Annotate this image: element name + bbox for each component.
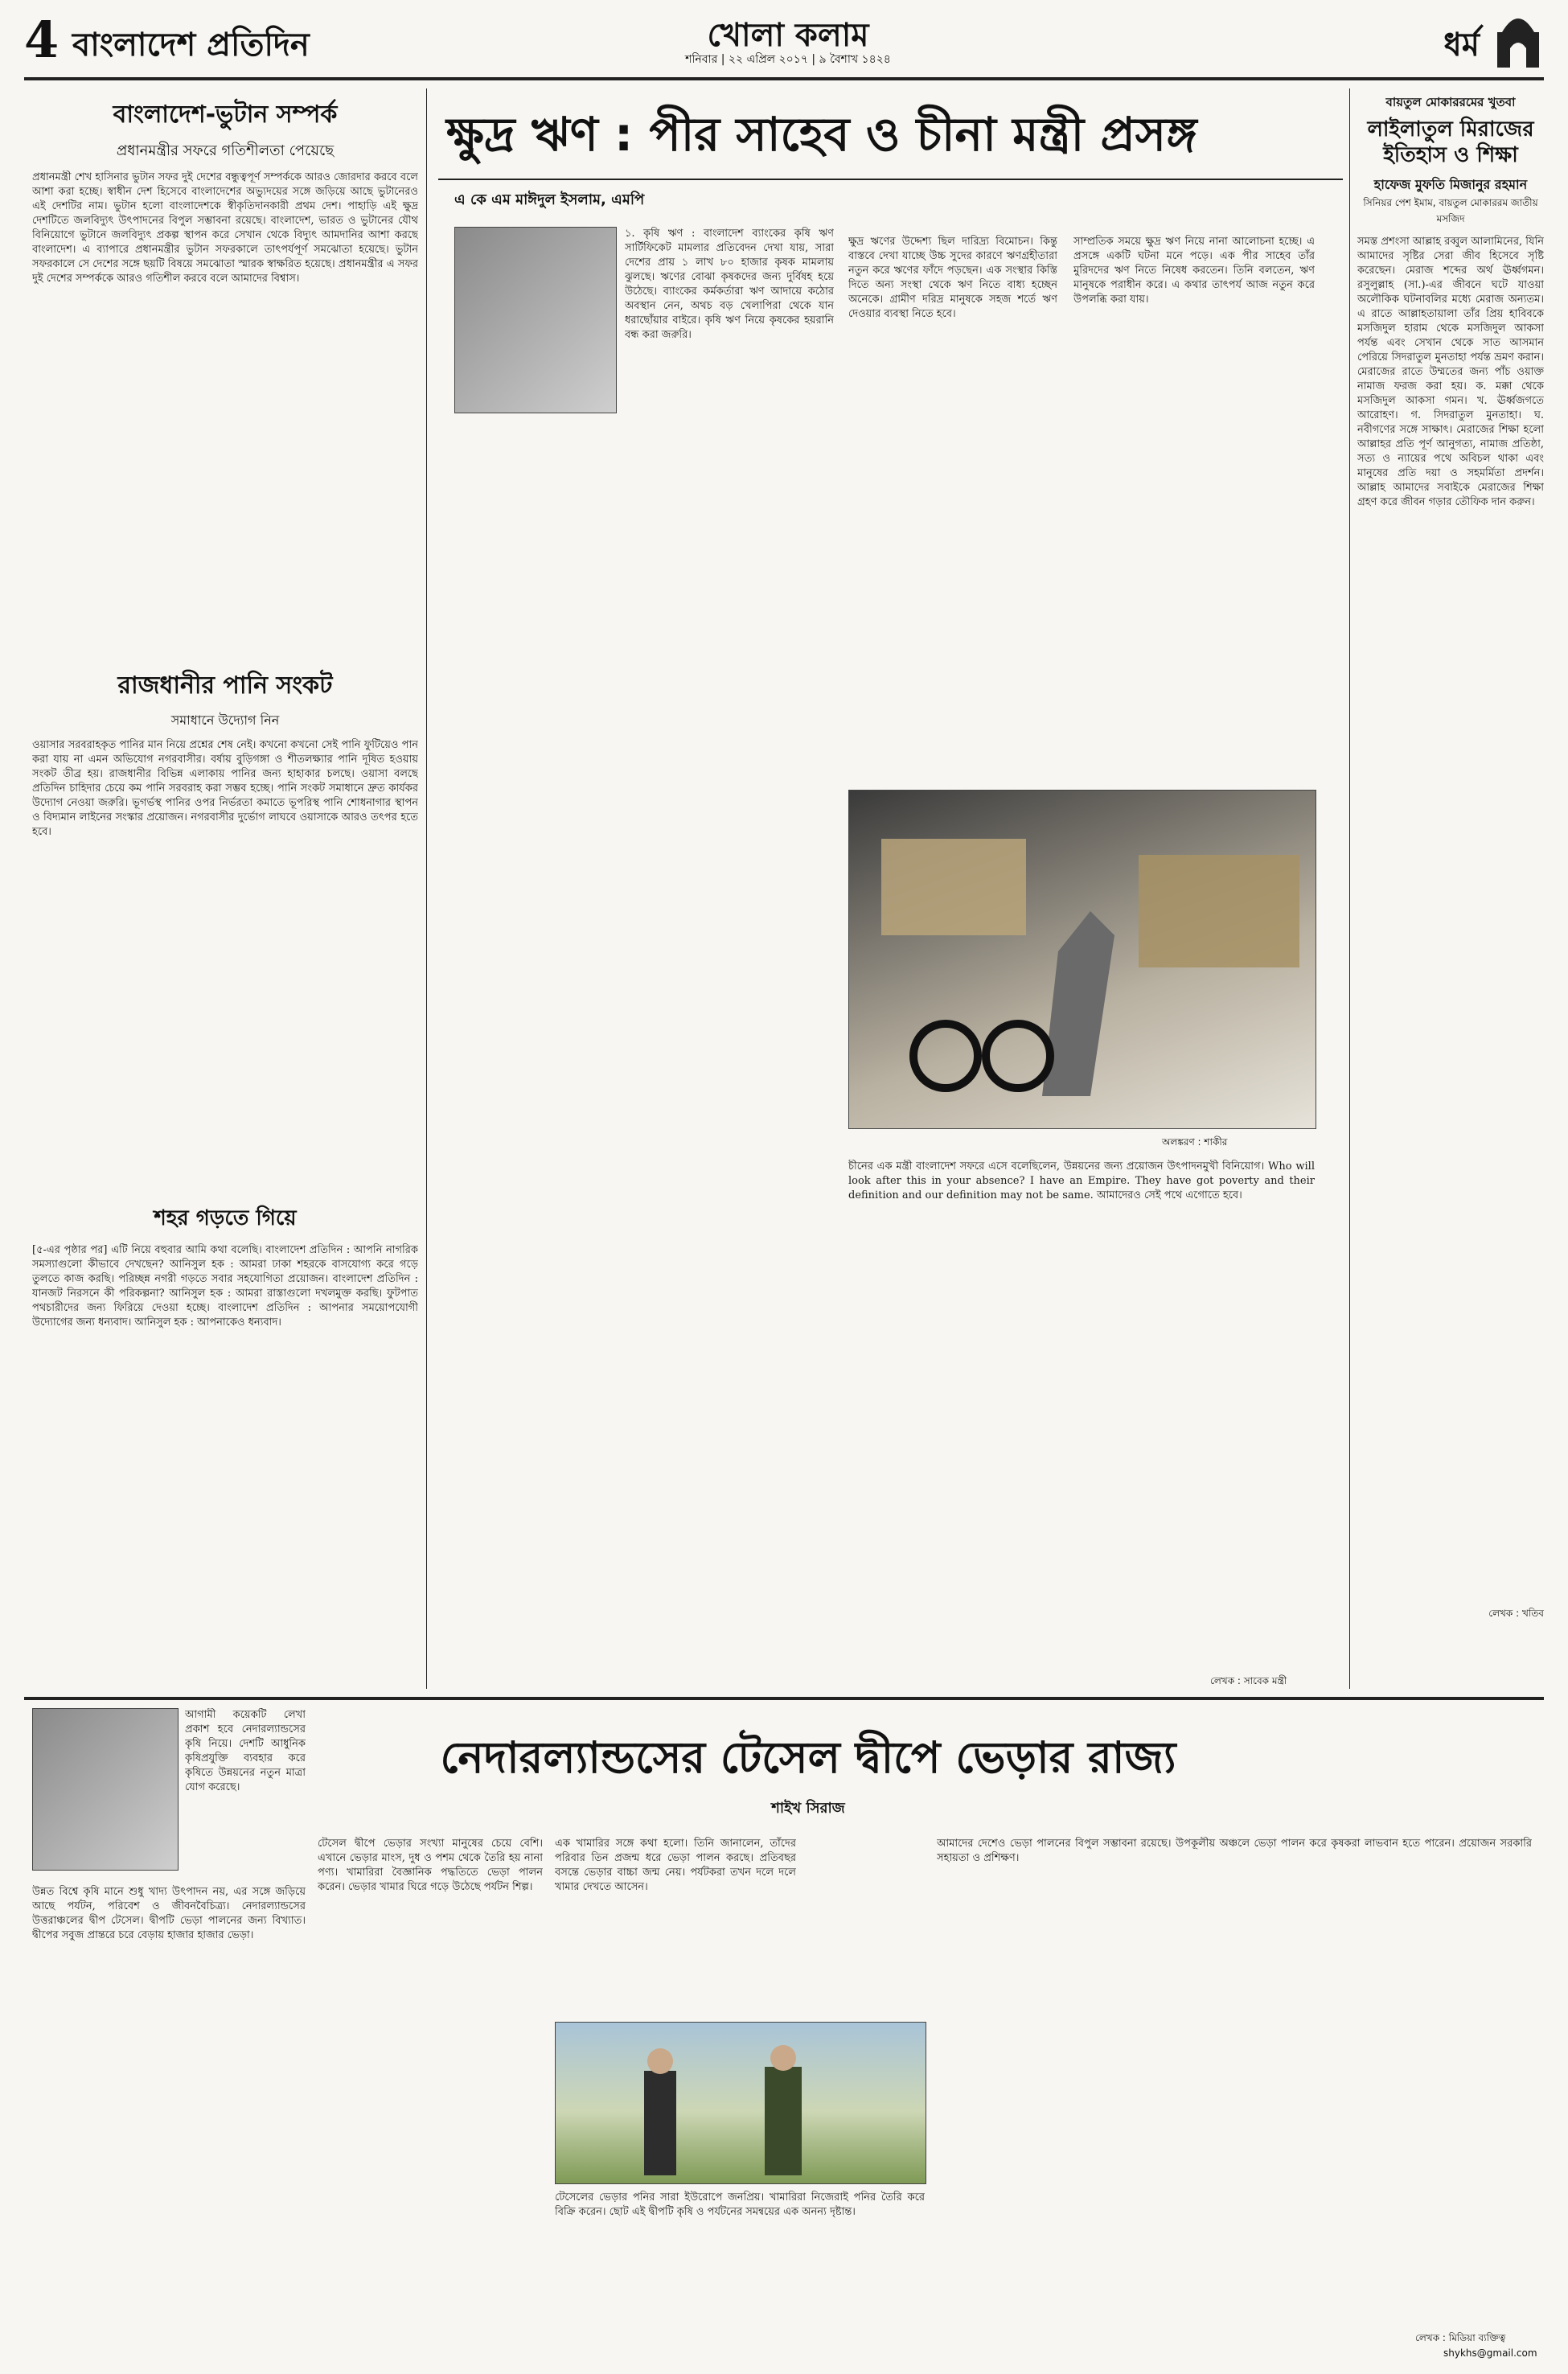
bottom-article (32, 1708, 1544, 2368)
column-divider (1349, 88, 1350, 1689)
article-subtitle: প্রধানমন্ত্রীর সফরে গতিশীলতা পেয়েছে (116, 142, 335, 159)
section-rule (24, 1697, 1544, 1700)
article-body: [৫-এর পৃষ্ঠার পর] এটি নিয়ে বহুবার আমি কথা বলেছি। বাংলাদেশ প্রতিদিন : আপনি নাগরিক সমস্যাগুলো কীভাবে দেখছেন? আনিসুল হক : আমরা ঢাকা শহরকে বাসযোগ্য করে গড়ে তুলতে কাজ করছি। পরিচ্ছন্ন নগরী গড়তে সবার সহযোগিতা প্রয়োজন। বাংলাদেশ প্রতিদিন : যানজট নিরসনে কী পরিকল্পনা? আনিসুল হক : আমরা রাস্তাগুলো দখলমুক্ত করছি। ফুটপাত পথচারীদের জন্য ফিরিয়ে দেওয়া হচ্ছে। বাংলাদেশ প্রতিদিন : আপনার সময়োপযোগী উদ্যোগের জন্য ধন্যবাদ। আনিসুল হক : আপনাকেও ধন্যবাদ। (32, 1244, 418, 1329)
header (24, 8, 1544, 72)
article-body: ওয়াসার সরবরাহকৃত পানির মান নিয়ে প্রশ্নের শেষ নেই। কখনো কখনো সেই পানি ফুটিয়েও পান করা যায় না এমন অভিযোগ নগরবাসীর। বর্ষায় বুড়িগঙ্গা ও শীতলক্ষ্যার পানি দূষিত হওয়ায় সংকট তীব্র হয়। রাজধানীর বিভিন্ন এলাকায় পানির জন্য হাহাকার চলছে। ওয়াসা বলছে প্রতিদিন চাহিদার চেয়ে কম পানি সরবরাহ করা সম্ভব হচ্ছে। পানি সংকট সমাধানে দ্রুত কার্যকর উদ্যোগ নেওয়া জরুরি। ভূগর্ভস্থ পানির ওপর নির্ভরতা কমাতে ভূপরিস্থ পানি শোধনাগার স্থাপন ও বিদ্যমান লাইনের সংস্কার প্রয়োজন। নগরবাসীর দুর্ভোগ লাঘবে ওয়াসাকে আরও তৎপর হতে হবে। (32, 739, 418, 838)
author-note: লেখক : খতিব (1488, 1608, 1544, 1619)
author-note: লেখক : মিডিয়া ব্যক্তিত্ব (1415, 2332, 1506, 2343)
illustration (848, 790, 1316, 1129)
main-body-col3: সাম্প্রতিক সময়ে ক্ষুদ্র ঋণ নিয়ে নানা আলোচনা হচ্ছে। এ প্রসঙ্গে একটি ঘটনা মনে পড়ে। এক পীর সাহেব তাঁর মুরিদদের ঋণ নিতে নিষেধ করতেন। তিনি বলতেন, ঋণ মানুষকে পরাধীন করে। এ কথার তাৎপর্য আজ নতুন করে উপলব্ধি করা যায়। (1073, 236, 1315, 306)
author-note: লেখক : সাবেক মন্ত্রী (1210, 1675, 1287, 1686)
article-title: রাজধানীর পানি সংকট (117, 672, 333, 700)
bottom-body-col5: আমাদের দেশেও ভেড়া পালনের বিপুল সম্ভাবনা রয়েছে। উপকূলীয় অঞ্চলে ভেড়া পালন করে কৃষকরা লাভবান হতে পারেন। প্রয়োজন সরকারি সহায়তা ও প্রশিক্ষণ। (937, 1838, 1532, 1864)
bottom-byline: শাইখ সিরাজ (771, 1800, 845, 1817)
page-number: 4 (24, 10, 60, 69)
main-article-byline: এ কে এম মাঈদুল ইসলাম, এমপি (454, 191, 645, 208)
article-title: বাংলাদেশ-ভুটান সম্পর্ক (113, 101, 338, 129)
right-column (1357, 90, 1544, 1690)
main-article (438, 90, 1343, 1690)
main-body-col1: ১. কৃষি ঋণ : বাংলাদেশ ব্যাংকের কৃষি ঋণ সার্টিফিকেট মামলার প্রতিবেদন দেখা যায়, সারা দেশের প্রায় ১ লাখ ৮০ হাজার কৃষক মামলায় ঝুলছে। ঋণের বোঝা কৃষকদের জন্য দুর্বিষহ হয়ে উঠেছে। ব্যাংকের কর্মকর্তারা ঋণ আদায়ে কঠোর অবস্থান নেন, অথচ বড় খেলাপিরা থেকে যান ধরাছোঁয়ার বাইরে। কৃষি ঋণ নিয়ে কৃষকের হয়রানি বন্ধ করা জরুরি। (625, 228, 834, 341)
right-kicker: বায়তুল মোকাররমের খুতবা (1385, 95, 1516, 109)
bottom-body-col3: এক খামারির সঙ্গে কথা হলো। তিনি জানালেন, তাঁদের পরিবার তিন প্রজন্ম ধরে ভেড়া পালন করছে। প্রতিবছর বসন্তে ভেড়ার বাচ্চা জন্ম নেয়। পর্যটকরা তখন দলে দলে খামার দেখতে আসেন। (555, 1838, 796, 1893)
illustration-caption: অলঙ্করণ : শাকীর (1162, 1136, 1228, 1148)
author-photo (454, 227, 617, 413)
right-byline: হাফেজ মুফতি মিজানুর রহমান (1373, 177, 1528, 192)
field-photo (555, 2022, 926, 2184)
date-line: শনিবার | ২২ এপ্রিল ২০১৭ | ৯ বৈশাখ ১৪২৪ (685, 53, 891, 66)
article-body: প্রধানমন্ত্রী শেখ হাসিনার ভুটান সফর দুই দেশের বন্ধুত্বপূর্ণ সম্পর্ককে আরও জোরদার করবে বলে আশা করা হচ্ছে। স্বাধীন দেশ হিসেবে বাংলাদেশের অভ্যুদয়ের সঙ্গে জড়িয়ে আছে ভুটানেরও এই দেশটির নাম। ভুটান হলো বাংলাদেশকে স্বীকৃতিদানকারী প্রথম দেশ। পাহাড়ি এই ক্ষুদ্র দেশটিতে জলবিদ্যুৎ উৎপাদনের বিপুল সম্ভাবনা রয়েছে। বাংলাদেশ, ভারত ও ভুটানের যৌথ বিনিয়োগে ভুটানে জলবিদ্যুৎ প্রকল্প স্থাপন করে সেখান থেকে বিদ্যুৎ আমদানির আশা করছে বাংলাদেশ। এ ব্যাপারে প্রধানমন্ত্রীর ভুটান সফরকালে তাৎপর্যপূর্ণ সমঝোতা হয়েছে। ভুটান সফরকালে সে দেশের সঙ্গে ছয়টি বিষয়ে সমঝোতা স্মারক স্বাক্ষরিত হয়েছে। প্রধানমন্ত্রীর এ সফর দুই দেশের সম্পর্ককে আরও গতিশীল করবে বলে আমাদের বিশ্বাস। (32, 171, 418, 285)
main-body-col2: ক্ষুদ্র ঋণের উদ্দেশ্য ছিল দারিদ্র্য বিমোচন। কিন্তু বাস্তবে দেখা যাচ্ছে উচ্চ সুদের কারণে ঋণগ্রহীতারা নতুন করে ঋণের ফাঁদে পড়ছেন। এক সংস্থার কিস্তি দিতে অন্য সংস্থা থেকে ঋণ নিতে বাধ্য হচ্ছেন অনেকে। গ্রামীণ দরিদ্র মানুষকে সহজ শর্তে ঋণ দেওয়ার ব্যবস্থা নিতে হবে। (848, 236, 1057, 320)
right-byline-role: সিনিয়র পেশ ইমাম, বায়তুল মোকাররম জাতীয় মসজিদ (1363, 197, 1538, 224)
column-divider (426, 88, 427, 1689)
bottom-body-col2: টেসেল দ্বীপে ভেড়ার সংখ্যা মানুষের চেয়ে বেশি। এখানে ভেড়ার মাংস, দুধ ও পশম থেকে তৈরি হয় নানা পণ্য। খামারিরা বৈজ্ঞানিক পদ্ধতিতে ভেড়া পালন করেন। ভেড়ার খামার ঘিরে গড়ে উঠেছে পর্যটন শিল্প। (318, 1838, 543, 1893)
author-photo (32, 1708, 179, 1871)
bottom-body-col1: উন্নত বিশ্বে কৃষি মানে শুধু খাদ্য উৎপাদন নয়, এর সঙ্গে জড়িয়ে আছে পর্যটন, পরিবেশ ও জীবনবৈচিত্র্য। নেদারল্যান্ডসের উত্তরাঞ্চলের দ্বীপ টেসেল। দ্বীপটি ভেড়া পালনের জন্য বিখ্যাত। দ্বীপের সবুজ প্রান্তরে চরে বেড়ায় হাজার হাজার ভেড়া। (32, 1886, 306, 1941)
right-body: সমস্ত প্রশংসা আল্লাহ রব্বুল আলামিনের, যিনি আমাদের সৃষ্টির সেরা জীব হিসেবে সৃষ্টি করেছেন। মেরাজ শব্দের অর্থ ঊর্ধ্বগমন। রসুলুল্লাহ (সা.)-এর জীবনে ঘটে যাওয়া অলৌকিক ঘটনাবলির মধ্যে মেরাজ অন্যতম। এ রাতে আল্লাহতায়ালা তাঁর প্রিয় হাবিবকে মসজিদুল হারাম থেকে মসজিদুল আকসা পর্যন্ত এবং সেখান থেকে সাত আসমান পেরিয়ে সিদরাতুল মুনতাহা পর্যন্ত ভ্রমণ করান। মেরাজের রাতে উম্মতের জন্য পাঁচ ওয়াক্ত নামাজ ফরজ করা হয়। ক. মক্কা থেকে মসজিদুল আকসা গমন। খ. ঊর্ধ্বজগতে আরোহণ। গ. সিদরাতুল মুনতাহা। ঘ. নবীগণের সঙ্গে সাক্ষাৎ। মেরাজের শিক্ষা হলো আল্লাহর প্রতি পূর্ণ আনুগত্য, নামাজ প্রতিষ্ঠা, সত্য ও ন্যায়ের পথে অবিচল থাকা এবং মানুষের প্রতি দয়া ও সহমর্মিতা প্রদর্শন। আল্লাহ আমাদের সবাইকে মেরাজের শিক্ষা গ্রহণ করে জীবন গড়ার তৌফিক দান করুন। (1357, 236, 1544, 508)
right-title: লাইলাতুল মিরাজের ইতিহাস ও শিক্ষা (1367, 117, 1534, 167)
article-title: শহর গড়তে গিয়ে (154, 1206, 297, 1230)
right-section: ধর্ম (1443, 27, 1480, 64)
bottom-intro: আগামী কয়েকটি লেখা প্রকাশ হবে নেদারল্যান্ডসের কৃষি নিয়ে। দেশটি আধুনিক কৃষিপ্রযুক্তি ব্যবহার করে কৃষিতে উন্নয়নের নতুন মাত্রা যোগ করেছে। (185, 1709, 306, 1793)
bottom-body-col4: টেসেলের ভেড়ার পনির সারা ইউরোপে জনপ্রিয়। খামারিরা নিজেরাই পনির তৈরি করে বিক্রি করেন। ছোট এই দ্বীপটি কৃষি ও পর্যটনের সমন্বয়ের এক অনন্য দৃষ্টান্ত। (555, 2191, 925, 2218)
article-subtitle: সমাধানে উদ্যোগ নিন (170, 713, 280, 728)
author-email[interactable]: shykhs@gmail.com (1443, 2347, 1537, 2359)
left-column (32, 90, 418, 1690)
main-body-col4: চীনের এক মন্ত্রী বাংলাদেশ সফরে এসে বলেছিলেন, উন্নয়নের জন্য প্রয়োজন উৎপাদনমুখী বিনিয়োগ। Who will look after this in your absence? I have an Empire. They have got poverty and their definition and our definition may not be same. আমাদেরও সেই পথে এগোতে হবে। (848, 1160, 1315, 1201)
bottom-title: নেদারল্যান্ডসের টেসেল দ্বীপে ভেড়ার রাজ্য (440, 1732, 1176, 1783)
section-title: খোলা কলাম (707, 17, 869, 54)
header-rule (24, 77, 1544, 80)
mosque-icon (1496, 8, 1541, 69)
paper-name: বাংলাদেশ প্রতিদিন (72, 27, 310, 64)
main-article-title: ক্ষুদ্র ঋণ : পীর সাহেব ও চীনা মন্ত্রী প্রসঙ্গ (438, 90, 1343, 180)
